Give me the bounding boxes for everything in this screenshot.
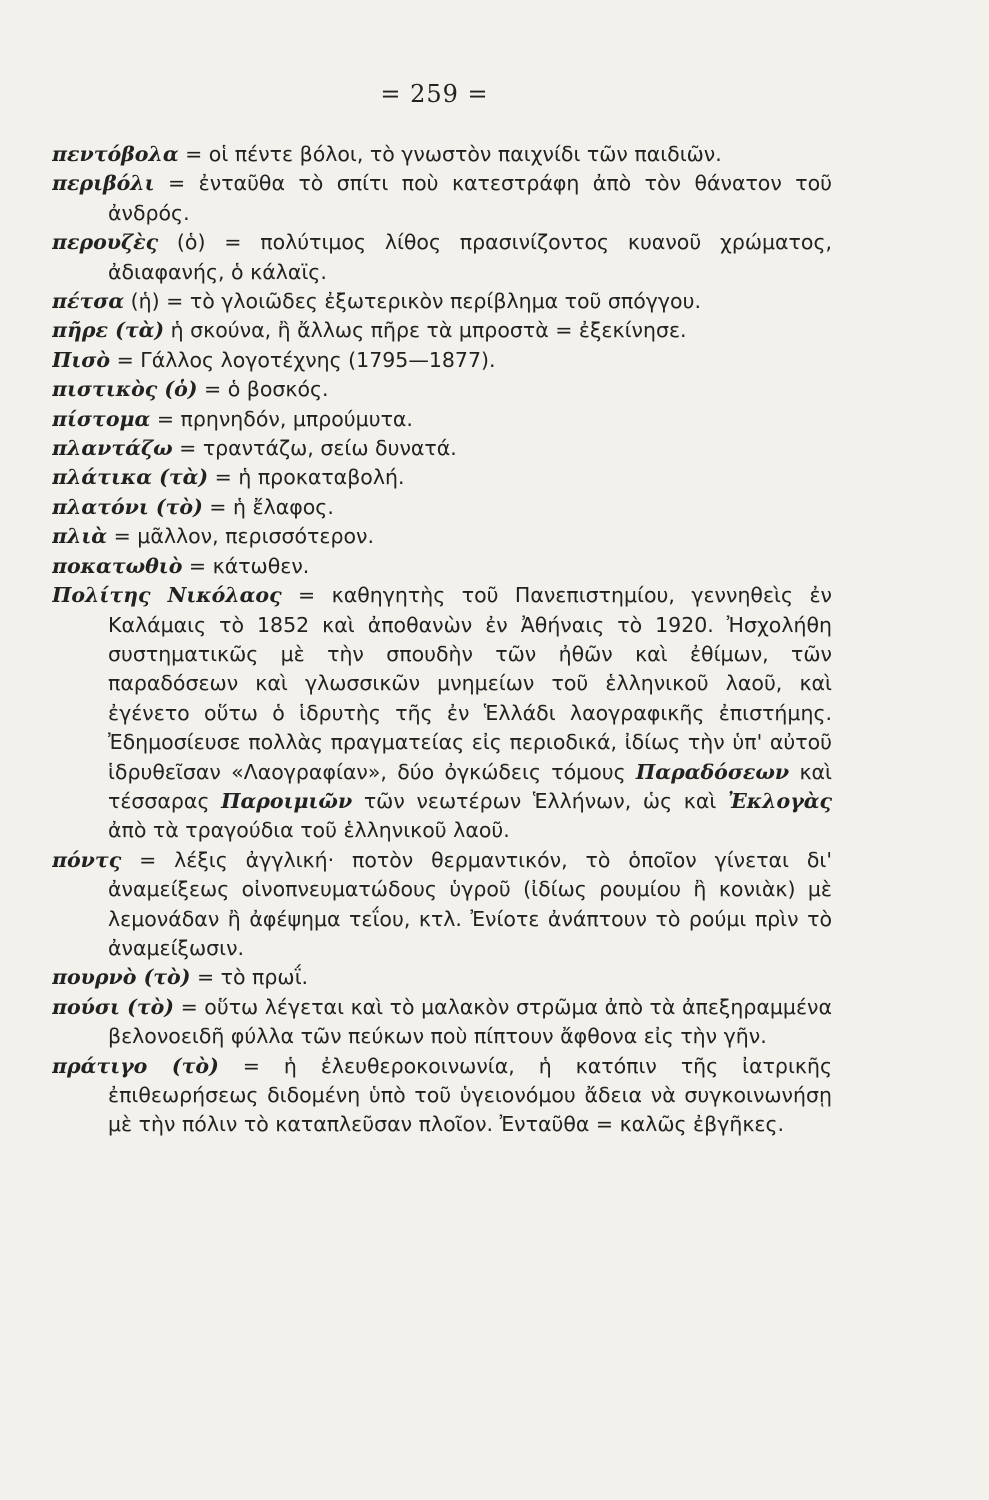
entry-term: πλάτικα (τὰ) [52,465,209,490]
glossary-entry [52,375,832,404]
entry-definition: = ἡ ἐλευθεροκοινωνία, ἡ κατόπιν τῆς ἰατρικῆς ἐπιθεωρήσεως διδομένη ὑπὸ τοῦ ὑγειονόμου ἄδεια νὰ συγκοινωνήσῃ μὲ τὴν πόλιν τὸ καταπλεῦσαν πλοῖον. Ἐνταῦθα = καλῶς ἐβγῆκες. [108,1053,832,1137]
page-number: = 259 = [380,80,489,108]
entry-term: πράτιγο (τὸ) [52,1053,219,1078]
entry-term: πεντόβολα [52,142,179,166]
entry-term: πλατόνι (τὸ) [52,494,203,519]
entry-definition: (ἡ) = τὸ γλοιῶδες ἐξωτερικὸν περίβλημα τοῦ σπόγγου. [124,289,701,314]
glossary-entry [52,493,832,522]
glossary-entry [52,169,832,228]
glossary-entry [52,463,832,492]
entry-term: πέτσα [52,289,125,314]
entry-term: πόντς [52,847,122,872]
entry-definition: = τὸ πρωΐ. [190,965,309,990]
entry-definition: = κάτωθεν. [182,553,310,578]
entry-term: ποκατωθιὸ [52,553,183,578]
entry-term: περιβόλι [52,171,155,196]
entry-definition: = μᾶλλον, περισσότερον. [107,524,374,549]
entry-term: πούσι (τὸ) [52,994,174,1019]
work-title: Παραδόσεων [635,759,790,784]
glossary-entry [52,434,832,463]
entry-definition: ἀπὸ τὰ τραγούδια τοῦ ἑλληνικοῦ λαοῦ. [108,818,510,843]
entry-definition: = πρηνηδόν, μπρούμυτα. [150,406,413,431]
entry-definition: τῶν νεωτέρων Ἑλλήνων, ὡς καὶ [352,788,728,813]
glossary-entry [52,993,832,1052]
entry-definition: = ὁ βοσκός. [197,377,329,402]
glossary-entry [52,140,832,169]
entry-term: πῆρε (τὰ) [52,318,165,343]
entry-definition: (ὁ) = πολύτιμος λίθος πρασινίζοντος κυανοῦ χρώματος, ἀδιαφανής, ὁ κάλαϊς. [108,230,832,284]
entry-definition: = οἱ πέντε βόλοι, τὸ γνωστὸν παιχνίδι τῶν παιδιῶν. [178,142,722,166]
glossary-entry [52,316,832,345]
glossary-entry-biography [52,581,832,846]
glossary-entry [52,522,832,551]
glossary-entry [52,287,832,316]
entry-definition: = τραντάζω, σείω δυνατά. [172,436,457,461]
entry-definition: = οὕτω λέγεται καὶ τὸ μαλακὸν στρῶμα ἀπὸ τὰ ἀπεξηραμμένα βελονοειδῆ φύλλα τῶν πεύκων ποὺ πίπτουν ἄφθονα εἰς τὴν γῆν. [108,994,832,1049]
entry-definition: καὶ τέσσαρας [108,759,832,813]
entry-term: περουζὲς [52,230,159,255]
glossary-entry [52,963,832,992]
glossary-entry [52,405,832,434]
work-title: Ἐκλογὰς [727,788,832,813]
entry-definition: = λέξις ἀγγλική· ποτὸν θερμαντικόν, τὸ ὁποῖον γίνεται δι' ἀναμείξεως οἰνοπνευματώδους ὑγροῦ (ἰδίως ρουμίου ἢ κονιὰκ) μὲ λεμονάδαν ἢ ἀφέψημα τεΐου, κτλ. Ἐνίοτε ἀνάπτουν τὸ ρούμι πρὶν τὸ ἀναμείξωσιν. [108,847,832,960]
entry-definition: = Γάλλος λογοτέχνης (1795—1877). [110,347,496,372]
entry-definition: = καθηγητὴς τοῦ Πανεπιστημίου, γεννηθεὶς ἐν Καλάμαις τὸ 1852 καὶ ἀποθανὼν ἐν Ἀθήναις τὸ 1920. Ἠσχολήθη συστηματικῶς μὲ τὴν σπουδὴν τῶν ἠθῶν καὶ ἐθίμων, τῶν παραδόσεων καὶ γλωσσικῶν μνημείων τοῦ ἑλληνικοῦ λαοῦ, καὶ ἐγένετο οὕτω ὁ ἱδρυτὴς τῆς ἐν Ἑλλάδι λαογραφικῆς ἐπιστήμης. Ἐδημοσίευσε πολλὰς πραγματείας εἰς περιοδικά, ἰδίως τὴν ὑπ' αὐτοῦ ἱδρυθεῖσαν «Λαογραφίαν», δύο ὀγκώδεις τόμους [108,583,832,784]
work-title: Παροιμιῶν [221,788,353,813]
glossary-entry [52,228,832,287]
entry-definition: = ἡ προκαταβολή. [208,465,405,490]
entry-definition: = ἡ ἔλαφος. [202,494,334,519]
glossary-entry [52,346,832,375]
glossary-entry [52,552,832,581]
entry-term: πλαντάζω [52,436,173,461]
entry-term: πουρνὸ (τὸ) [52,965,191,990]
glossary-entry [52,846,832,964]
entry-definition: ἡ σκούνα, ἢ ἄλλως πῆρε τὰ μπροστὰ = ἐξεκίνησε. [164,318,687,343]
glossary-entry [52,1052,832,1140]
entry-definition: = ἐνταῦθα τὸ σπίτι ποὺ κατεστράφη ἀπὸ τὸν θάνατον τοῦ ἀνδρός. [108,171,832,225]
entry-term: Πισὸ [52,347,111,372]
entry-term: πίστομα [52,406,151,431]
entry-term: πλιὰ [52,524,108,549]
entry-term: Πολίτης Νικόλαος [52,583,282,608]
glossary-entries [52,140,832,1140]
entry-term: πιστικὸς (ὁ) [52,377,198,402]
